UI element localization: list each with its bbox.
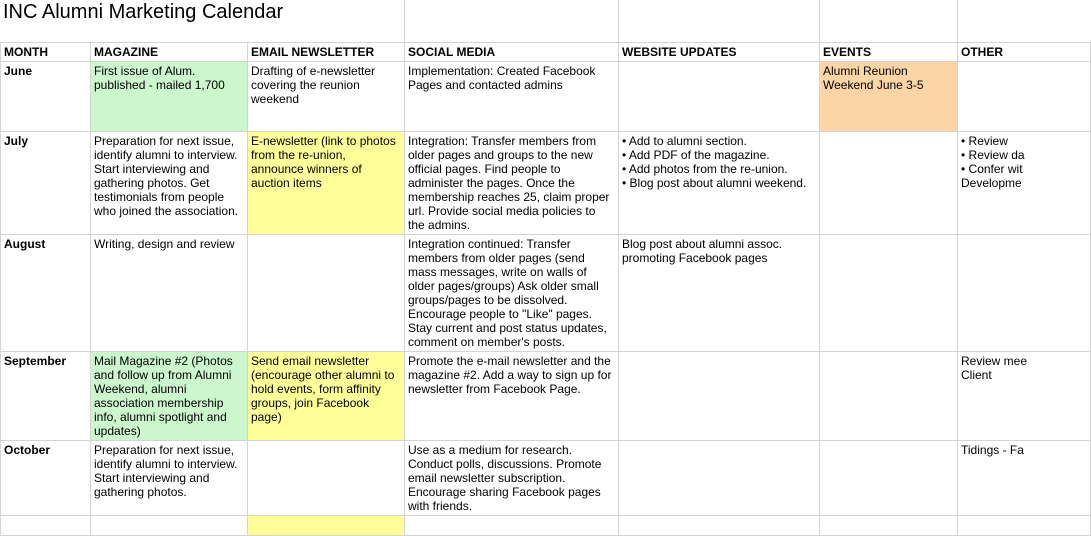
cell-magazine[interactable]: Preparation for next issue, identify alumni to interview. Start interviewing and gathering photos. xyxy=(91,441,248,516)
cell-social-media[interactable] xyxy=(405,516,619,536)
cell-social-media[interactable]: Promote the e-mail newsletter and the magazine #2. Add a way to sign up for newsletter from Facebook Page. xyxy=(405,352,619,441)
cell-social-media[interactable]: Integration continued: Transfer members from older pages (send mass messages, write on walls of older pages/groups) Ask older small groups/pages to be dissolved. Encourage people to "Like" pages. Stay current and post status updates, comment on member's posts. xyxy=(405,235,619,352)
cell-email-newsletter[interactable] xyxy=(248,516,405,536)
cell-events[interactable] xyxy=(820,516,958,536)
other-item: Developme xyxy=(961,176,1022,190)
cell-events[interactable]: Alumni Reunion Weekend June 3-5 xyxy=(820,62,958,132)
cell-website-updates[interactable] xyxy=(619,352,820,441)
website-update-item: • Add to alumni section. xyxy=(622,134,747,148)
table-row xyxy=(1,235,1091,352)
cell-magazine[interactable]: Preparation for next issue, identify alumni to interview. Start interviewing and gathering photos. Get testimonials from people who joined the association. xyxy=(91,132,248,235)
table-row xyxy=(1,132,1091,235)
cell-month[interactable]: October xyxy=(1,441,91,516)
other-item: Review mee xyxy=(961,354,1028,368)
cell-website-updates[interactable] xyxy=(619,235,820,352)
other-item: • Confer wit xyxy=(961,162,1023,176)
cell-website-updates[interactable] xyxy=(619,62,820,132)
table-row xyxy=(1,352,1091,441)
column-header-events[interactable]: EVENTS xyxy=(820,43,958,62)
cell-other[interactable] xyxy=(958,235,1091,352)
table-row xyxy=(1,516,1091,536)
other-item: Tidings - Fa xyxy=(961,443,1024,457)
table-row xyxy=(1,62,1091,132)
cell-social-media[interactable]: Use as a medium for research. Conduct polls, discussions. Promote email newsletter subscription. Encourage sharing Facebook pages with friends. xyxy=(405,441,619,516)
other-item: Client xyxy=(961,368,992,382)
title-row xyxy=(0,0,1024,43)
gridline xyxy=(957,0,958,42)
cell-other[interactable] xyxy=(958,132,1091,235)
table-row xyxy=(1,441,1091,516)
cell-events[interactable] xyxy=(820,441,958,516)
marketing-calendar-table xyxy=(0,42,1091,536)
cell-email-newsletter[interactable]: Send email newsletter (encourage other alumni to hold events, form affinity groups, join Facebook page) xyxy=(248,352,405,441)
gridline xyxy=(404,0,405,42)
other-item: • Review xyxy=(961,134,1008,148)
cell-email-newsletter[interactable]: E-newsletter (link to photos from the re-union, announce winners of auction items xyxy=(248,132,405,235)
website-update-item: Blog post about alumni assoc. promoting Facebook pages xyxy=(622,237,783,265)
cell-other[interactable] xyxy=(958,62,1091,132)
cell-magazine[interactable]: Mail Magazine #2 (Photos and follow up from Alumni Weekend, alumni association membership info, alumni spotlight and updates) xyxy=(91,352,248,441)
cell-social-media[interactable]: Implementation: Created Facebook Pages and contacted admins xyxy=(405,62,619,132)
cell-events[interactable] xyxy=(820,235,958,352)
cell-month[interactable]: September xyxy=(1,352,91,441)
cell-website-updates[interactable] xyxy=(619,132,820,235)
column-header-month[interactable]: MONTH xyxy=(1,43,91,62)
cell-email-newsletter[interactable] xyxy=(248,235,405,352)
cell-other[interactable] xyxy=(958,516,1091,536)
website-update-item: • Add PDF of the magazine. xyxy=(622,148,770,162)
sheet-title[interactable]: INC Alumni Marketing Calendar xyxy=(3,1,284,23)
cell-email-newsletter[interactable] xyxy=(248,441,405,516)
gridline xyxy=(819,0,820,42)
cell-month[interactable]: July xyxy=(1,132,91,235)
cell-email-newsletter[interactable]: Drafting of e-newsletter covering the reunion weekend xyxy=(248,62,405,132)
column-header-other[interactable]: OTHER xyxy=(958,43,1091,62)
other-item: • Review da xyxy=(961,148,1025,162)
cell-magazine[interactable] xyxy=(91,516,248,536)
cell-month[interactable] xyxy=(1,516,91,536)
cell-social-media[interactable]: Integration: Transfer members from older pages and groups to the new official pages. Find people to administer the pages. Once the membership reaches 25, claim proper url. Provide social media policies to the admins. xyxy=(405,132,619,235)
cell-other[interactable] xyxy=(958,352,1091,441)
cell-magazine[interactable]: First issue of Alum. published - mailed 1,700 xyxy=(91,62,248,132)
column-header-email-newsletter[interactable]: EMAIL NEWSLETTER xyxy=(248,43,405,62)
cell-magazine[interactable]: Writing, design and review xyxy=(91,235,248,352)
cell-events[interactable] xyxy=(820,132,958,235)
column-header-website-updates[interactable]: WEBSITE UPDATES xyxy=(619,43,820,62)
cell-month[interactable]: June xyxy=(1,62,91,132)
cell-other[interactable] xyxy=(958,441,1091,516)
cell-website-updates[interactable] xyxy=(619,441,820,516)
cell-month[interactable]: August xyxy=(1,235,91,352)
cell-website-updates[interactable] xyxy=(619,516,820,536)
column-header-magazine[interactable]: MAGAZINE xyxy=(91,43,248,62)
cell-events[interactable] xyxy=(820,352,958,441)
header-row xyxy=(1,43,1091,62)
gridline xyxy=(618,0,619,42)
column-header-social-media[interactable]: SOCIAL MEDIA xyxy=(405,43,619,62)
website-update-item: • Add photos from the re-union. xyxy=(622,162,788,176)
website-update-item: • Blog post about alumni weekend. xyxy=(622,176,807,190)
